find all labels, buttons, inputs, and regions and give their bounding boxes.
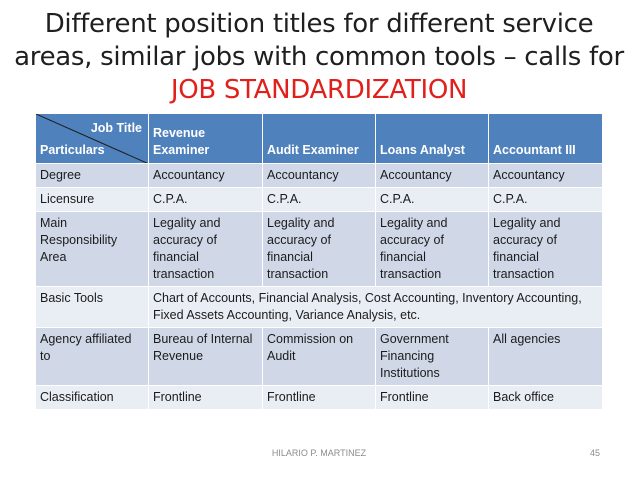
- table-cell: Back office: [489, 386, 603, 410]
- column-header-accountant-iii: Accountant III: [489, 114, 603, 164]
- row-label: Basic Tools: [36, 287, 149, 328]
- table-cell: Accountancy: [489, 164, 603, 188]
- row-label: Agency affiliated to: [36, 328, 149, 386]
- comparison-table: [35, 113, 603, 410]
- table-cell: Legality and accuracy of financial transaction: [489, 212, 603, 287]
- column-header-loans-analyst: Loans Analyst: [376, 114, 489, 164]
- table-row-main-responsibility: [36, 212, 603, 287]
- table-cell: Frontline: [149, 386, 263, 410]
- table-cell: Bureau of Internal Revenue: [149, 328, 263, 386]
- table-cell: C.P.A.: [489, 188, 603, 212]
- column-header-audit-examiner: Audit Examiner: [263, 114, 376, 164]
- table-cell: C.P.A.: [149, 188, 263, 212]
- table-cell: Legality and accuracy of financial transaction: [376, 212, 489, 287]
- table-cell: Accountancy: [263, 164, 376, 188]
- table-row-degree: [36, 164, 603, 188]
- table-cell: Accountancy: [149, 164, 263, 188]
- row-label: Classification: [36, 386, 149, 410]
- table-cell: Commission on Audit: [263, 328, 376, 386]
- page-number: 45: [589, 448, 600, 458]
- table-cell: All agencies: [489, 328, 603, 386]
- row-label: Licensure: [36, 188, 149, 212]
- slide-title: [0, 8, 638, 107]
- footer-author: HILARIO P. MARTINEZ: [271, 448, 367, 458]
- table-row-agency: [36, 328, 603, 386]
- table-cell: Legality and accuracy of financial transaction: [149, 212, 263, 287]
- header-row: [36, 114, 603, 164]
- column-header-revenue-examiner: Revenue Examiner: [149, 114, 263, 164]
- table-cell: C.P.A.: [263, 188, 376, 212]
- title-line-1: Different position titles for different service: [44, 9, 594, 39]
- title-line-2: areas, similar jobs with common tools – calls for: [14, 42, 624, 72]
- table-cell: Government Financing Institutions: [376, 328, 489, 386]
- table-cell: Frontline: [263, 386, 376, 410]
- merged-cell-basic-tools: Chart of Accounts, Financial Analysis, Cost Accounting, Inventory Accounting, Fixed Assets Accounting, Variance Analysis, etc.: [149, 287, 603, 328]
- table-row-licensure: [36, 188, 603, 212]
- corner-header-cell: [36, 114, 149, 164]
- table-cell: Legality and accuracy of financial transaction: [263, 212, 376, 287]
- corner-label-job-title: Job Title: [90, 121, 142, 135]
- table-cell: C.P.A.: [376, 188, 489, 212]
- corner-label-particulars: Particulars: [40, 143, 105, 157]
- title-highlight: JOB STANDARDIZATION: [170, 75, 468, 105]
- table-cell: Frontline: [376, 386, 489, 410]
- row-label: Degree: [36, 164, 149, 188]
- row-label: Main Responsibility Area: [36, 212, 149, 287]
- table-row-classification: [36, 386, 603, 410]
- table-cell: Accountancy: [376, 164, 489, 188]
- table-row-basic-tools: [36, 287, 603, 328]
